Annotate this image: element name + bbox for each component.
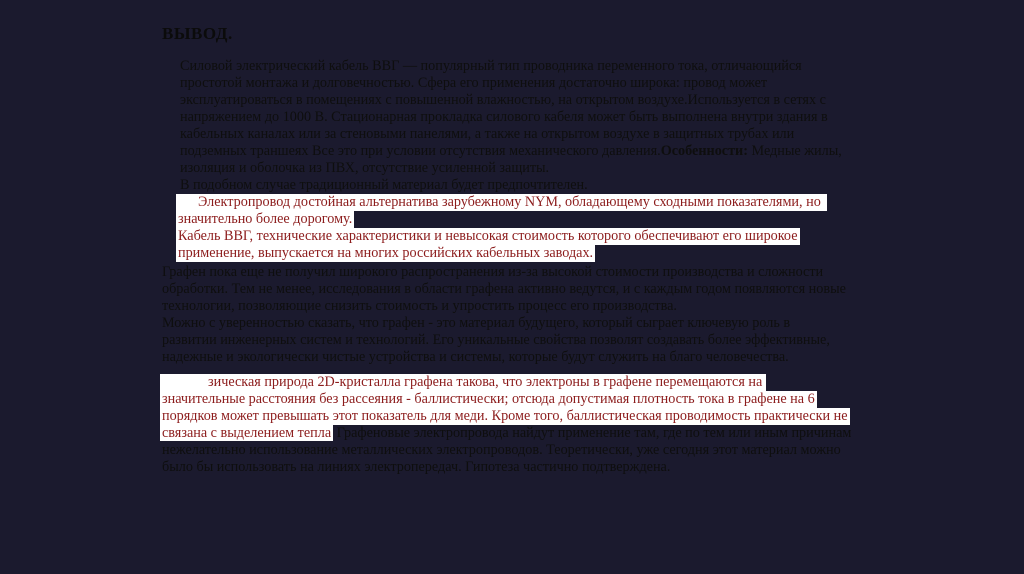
paragraph-line: эксплуатироваться в помещениях с повышенной влажностью, на открытом воздухе.Используется в сетях с — [180, 92, 826, 108]
paragraph-line — [160, 425, 851, 442]
paragraph-line: Можно с уверенностью сказать, что графен - это материал будущего, который сыграет ключевую роль в — [162, 315, 791, 331]
paragraph-line: надежные и экологически чистые устройства и системы, которые будут служить на благо человечества. — [162, 349, 789, 365]
page-title: ВЫВОД. — [162, 24, 233, 43]
paragraph-line: нежелательно использование металлических электропроводов. Теоретически, уже сегодня этот материал можно — [162, 442, 841, 458]
paragraph-line — [180, 143, 842, 160]
paragraph-line: напряжением до 1000 В. Стационарная прокладка силового кабеля может быть выполнена внутри здания в — [180, 109, 828, 125]
highlighted-text: связана с выделением тепла — [162, 425, 332, 441]
paragraph-line: было бы использовать на линиях электропередач. Гипотеза частично подтверждена. — [162, 459, 671, 475]
paragraph-line: технологии, позволяющие снизить стоимость и упростить процесс его производства. — [162, 298, 677, 314]
paragraph-line: Графен пока еще не получил широкого распространения из-за высокой стоимости производства и сложности — [162, 264, 824, 280]
highlighted-line: значительные расстояния без рассеяния - баллистически; отсюда допустимая плотность тока в графене на 6 — [162, 391, 815, 407]
paragraph-line: изоляция и оболочка из ПВХ, отсутствие усиленной защиты. — [180, 160, 550, 176]
highlighted-line: зическая природа 2D-кристалла графена такова, что электроны в графене перемещаются на — [160, 374, 766, 391]
paragraph-line: кабельных каналах или за стеновыми панелями, а также на открытом воздухе в защитных трубах или — [180, 126, 795, 142]
paragraph-line: обработки. Тем не менее, исследования в области графена активно ведутся, и с каждым годом появляются новые — [162, 281, 846, 297]
paragraph-line: В подобном случае традиционный материал будет предпочтителен. — [180, 177, 588, 193]
paragraph-line: Силовой электрический кабель ВВГ — популярный тип проводника переменного тока, отличающийся — [180, 58, 802, 74]
line-text: подземных траншеях Все это при условии отсутствия механического давления. — [180, 143, 661, 159]
highlighted-line: применение, выпускается на многих российских кабельных заводах. — [178, 245, 594, 261]
highlighted-line: Кабель ВВГ, технические характеристики и невысокая стоимость которого обеспечивают его широкое — [178, 228, 798, 244]
paragraph-line: развитии инженерных систем и технологий. Его уникальные свойства позволят создавать более эффективные, — [162, 332, 830, 348]
highlighted-line: порядков может превышать этот показатель для меди. Кроме того, баллистическая проводимость практически не — [162, 408, 848, 424]
highlighted-line: Электропровод достойная альтернатива зарубежному NYM, обладающему сходными показателями, но — [176, 194, 827, 211]
line-text: Графеновые электропровода найдут применение там, где по тем или иным причинам — [333, 425, 852, 441]
features-label: Особенности: — [660, 143, 748, 159]
highlighted-line: значительно более дорогому. — [178, 211, 353, 227]
paragraph-line: простотой монтажа и долговечностью. Сфера его применения достаточно широка: провод может — [180, 75, 768, 91]
line-text: Медные жилы, — [747, 143, 842, 159]
